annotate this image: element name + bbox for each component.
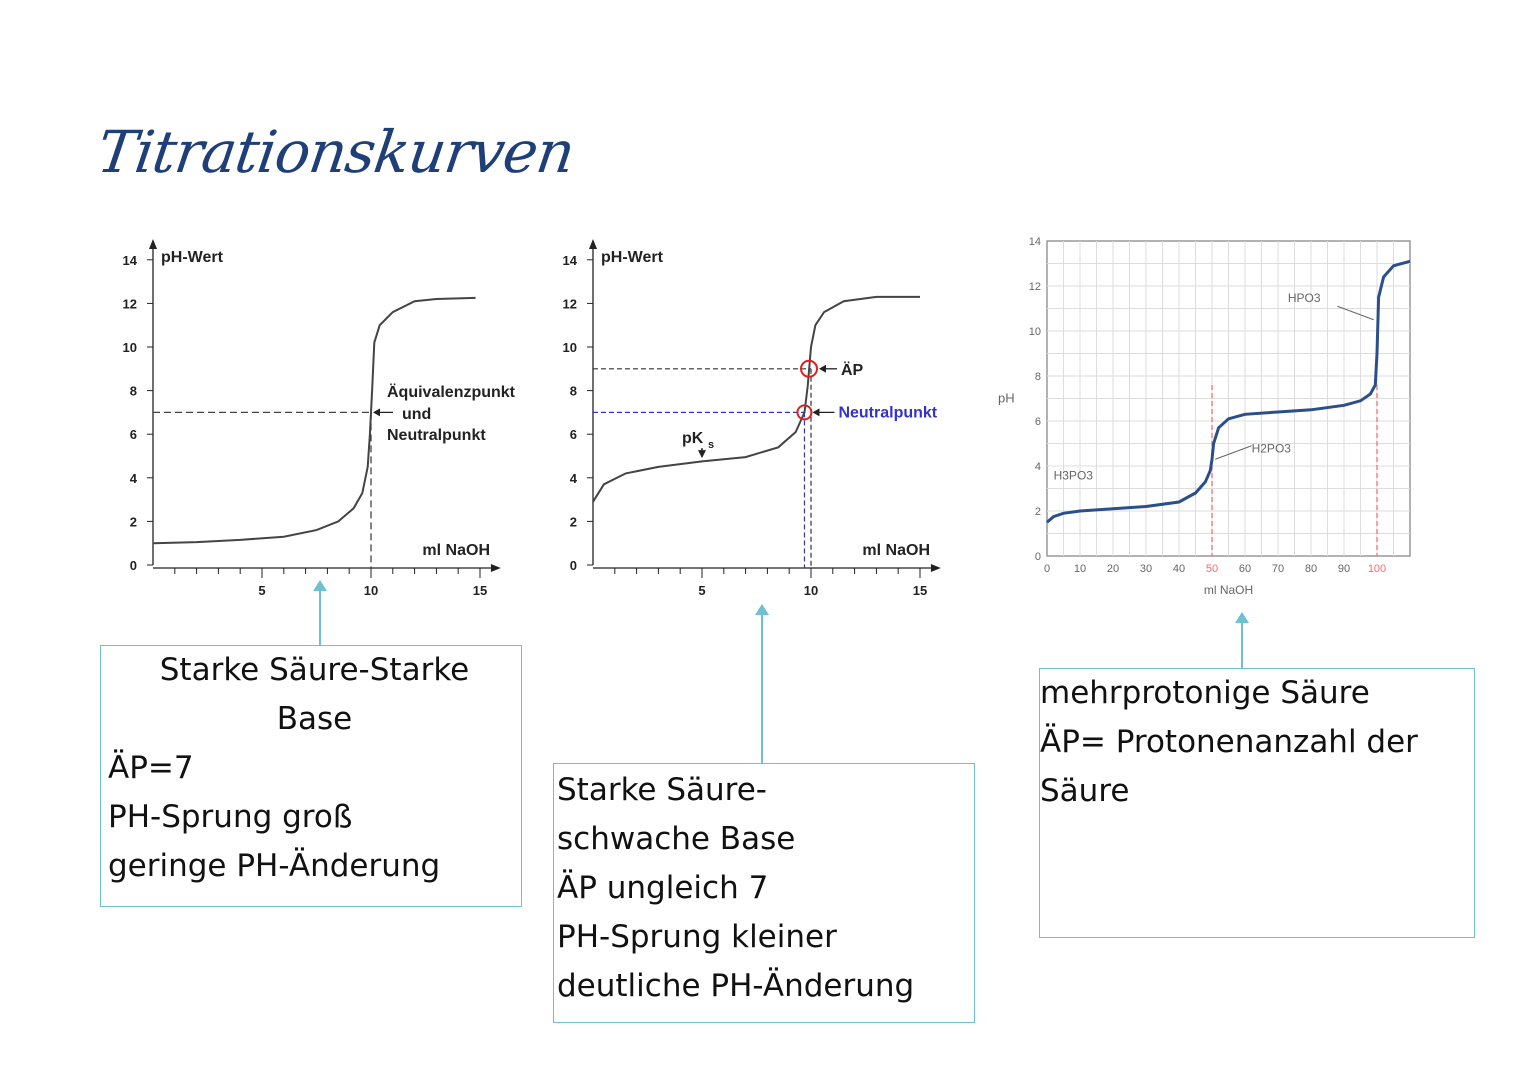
chart-polyprotic-acid — [990, 230, 1430, 610]
note-line: PH-Sprung groß — [108, 799, 353, 835]
x-axis-label: ml NaOH — [1203, 583, 1254, 597]
x-tick-label: 5 — [698, 583, 706, 598]
x-tick-label: 60 — [1238, 563, 1252, 575]
y-tick-label: 2 — [129, 514, 137, 530]
annotation-pks-subscript: s — [708, 439, 715, 452]
y-axis-label: pH-Wert — [601, 249, 663, 266]
annotation-arrowhead-neutral — [812, 408, 819, 416]
chart-strong-acid-strong-base — [110, 235, 540, 605]
x-axis-label: ml NaOH — [422, 542, 490, 559]
y-tick-label: 0 — [129, 558, 137, 573]
note-box-polyprotic — [1039, 668, 1475, 938]
species-label-h2po3: H2PO3 — [1251, 441, 1291, 456]
y-tick-label: 12 — [562, 296, 577, 312]
y-axis-arrowhead — [589, 239, 597, 249]
y-tick-label: 12 — [1028, 281, 1041, 293]
y-tick-label: 12 — [122, 296, 137, 312]
x-tick-label: 50 — [1205, 563, 1219, 575]
y-tick-label: 0 — [1034, 551, 1041, 563]
chart-weak-acid-strong-base — [550, 235, 970, 605]
y-tick-label: 2 — [569, 514, 577, 530]
connector-arrow-2 — [761, 614, 763, 764]
y-tick-label: 10 — [1028, 326, 1041, 338]
y-tick-label: 14 — [122, 252, 137, 268]
y-tick-label: 14 — [1028, 236, 1041, 248]
annotation-arrowhead-pks — [698, 450, 706, 458]
note-line: geringe PH-Änderung — [108, 848, 441, 884]
x-axis-label: ml NaOH — [862, 542, 930, 559]
annotation-ep: ÄP — [841, 361, 864, 379]
note-line: mehrprotonige Säure — [1040, 675, 1370, 711]
connector-arrow-3 — [1241, 622, 1243, 668]
x-tick-label: 10 — [1073, 563, 1087, 575]
x-tick-label: 70 — [1271, 563, 1285, 575]
annotation-and: und — [402, 406, 432, 423]
annotation-equivalence-point: Äquivalenzpunkt — [387, 384, 516, 401]
connector-arrowhead-3 — [1235, 612, 1249, 623]
y-tick-label: 4 — [129, 470, 137, 486]
x-tick-label: 40 — [1172, 563, 1186, 575]
connector-arrow-1 — [319, 590, 321, 646]
y-tick-label: 8 — [1034, 371, 1041, 383]
species-label-h3po3: H3PO3 — [1053, 468, 1093, 483]
note-line: Base — [276, 701, 353, 737]
y-tick-label: 6 — [569, 427, 577, 443]
y-axis-label: pH-Wert — [161, 249, 223, 266]
y-tick-label: 10 — [562, 340, 577, 355]
y-axis-label: pH — [998, 390, 1015, 406]
x-tick-label: 0 — [1043, 563, 1051, 575]
x-tick-label: 90 — [1337, 563, 1351, 575]
x-tick-label: 100 — [1367, 563, 1387, 575]
annotation-neutral-point: Neutralpunkt — [838, 404, 938, 422]
y-tick-label: 0 — [569, 558, 577, 573]
x-tick-label: 15 — [472, 583, 488, 598]
annotation-neutral-point: Neutralpunkt — [387, 427, 486, 444]
x-tick-label: 20 — [1106, 563, 1120, 575]
y-tick-label: 10 — [122, 340, 137, 355]
note-line: ÄP=7 — [108, 750, 194, 786]
annotation-arrowhead — [373, 408, 380, 416]
y-tick-label: 14 — [562, 252, 577, 268]
y-tick-label: 2 — [1034, 506, 1041, 518]
y-axis-arrowhead — [149, 239, 157, 249]
y-tick-label: 4 — [1034, 461, 1041, 473]
y-tick-label: 4 — [569, 470, 577, 486]
connector-arrowhead-1 — [313, 580, 327, 591]
note-box-strong-strong — [100, 645, 522, 907]
annotation-arrowhead-ep — [819, 365, 826, 373]
y-tick-label: 8 — [129, 383, 137, 399]
note-box-strong-weak — [553, 763, 975, 1023]
titration-curve — [593, 297, 920, 502]
x-axis-arrowhead — [491, 564, 501, 572]
x-tick-label: 80 — [1304, 563, 1318, 575]
x-tick-label: 30 — [1139, 563, 1153, 575]
x-tick-label: 10 — [363, 583, 379, 598]
y-tick-label: 6 — [129, 427, 137, 443]
note-line: deutliche PH-Änderung — [557, 968, 915, 1004]
x-axis-arrowhead — [931, 564, 941, 572]
note-line: ÄP ungleich 7 — [557, 870, 769, 906]
note-line: PH-Sprung kleiner — [557, 919, 837, 955]
y-tick-label: 6 — [1034, 416, 1041, 428]
page-title: Titrationskurven — [93, 118, 579, 186]
species-label-hpo3: HPO3 — [1287, 290, 1321, 305]
annotation-pks: pK — [682, 430, 704, 448]
note-line: schwache Base — [557, 821, 796, 857]
note-line: ÄP= Protonenanzahl der — [1040, 724, 1418, 760]
x-tick-label: 15 — [912, 583, 928, 598]
connector-arrowhead-2 — [755, 604, 769, 615]
note-line: Starke Säure-Starke — [159, 652, 470, 688]
note-line: Starke Säure- — [557, 772, 767, 808]
y-tick-label: 8 — [569, 383, 577, 399]
note-line: Säure — [1040, 773, 1130, 809]
x-tick-label: 5 — [258, 583, 266, 598]
x-tick-label: 10 — [803, 583, 819, 598]
